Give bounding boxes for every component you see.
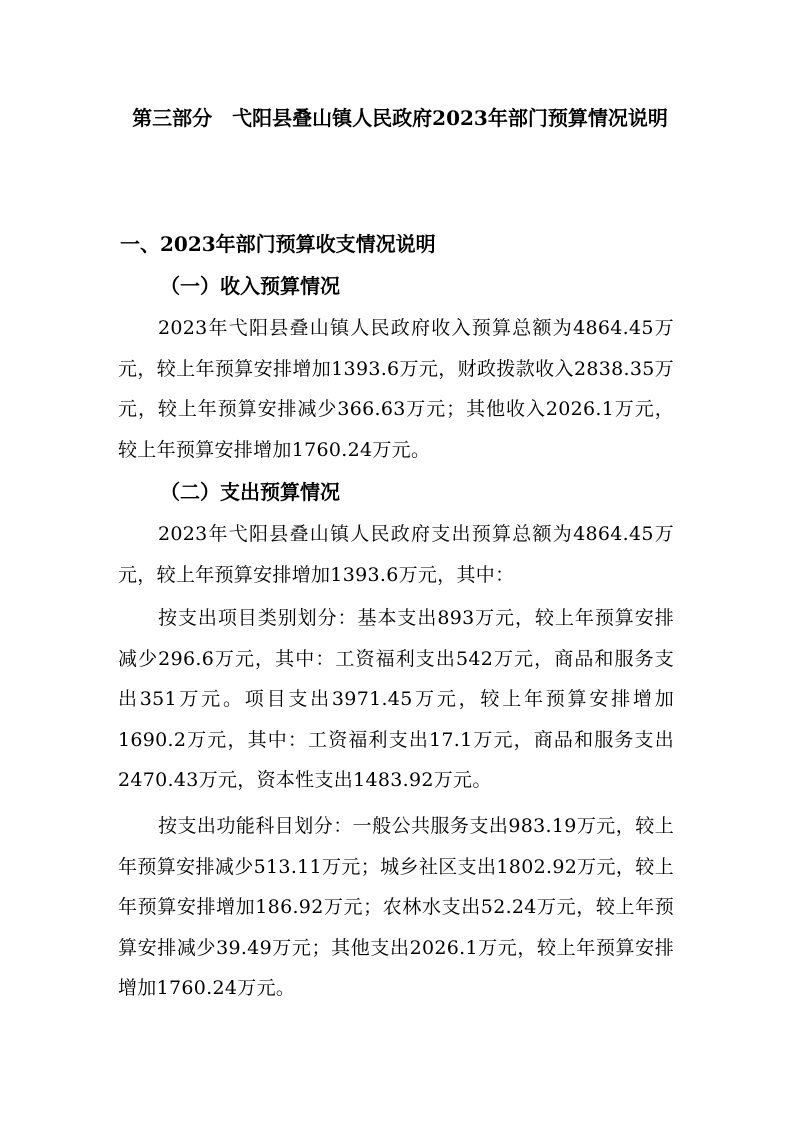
document-title: 第三部分 弋阳县叠山镇人民政府2023年部门预算情况说明 [132,106,668,130]
paragraph-income: 2023年弋阳县叠山镇人民政府收入预算总额为4864.45万元，较上年预算安排增加1393.6万元，财政拨款收入2838.35万元，较上年预算安排减少366.63万元；其他收入2026.1万元，较上年预算安排增加1760.24万元。 [118,317,674,461]
paragraph-expense-total: 2023年弋阳县叠山镇人民政府支出预算总额为4864.45万元，较上年预算安排增加1393.6万元，其中： [118,523,674,586]
subheading-expense: （二）支出预算情况 [160,480,340,504]
subheading-income: （一）收入预算情况 [160,274,340,298]
section-heading-budget-summary: 一、2023年部门预算收支情况说明 [120,232,436,256]
paragraph-expense-by-category: 按支出项目类别划分：基本支出893万元，较上年预算安排减少296.6万元，其中：工资福利支出542万元，商品和服务支出351万元。项目支出3971.45万元，较上年预算安排增加1690.2万元，其中：工资福利支出17.1万元，商品和服务支出2470.43万元，资本性支出1483.92万元。 [118,607,674,791]
paragraph-expense-by-function: 按支出功能科目划分：一般公共服务支出983.19万元，较上年预算安排减少513.11万元；城乡社区支出1802.92万元，较上年预算安排增加186.92万元；农林水支出52.24万元，较上年预算安排减少39.49万元；其他支出2026.1万元，较上年预算安排增加1760.24万元。 [118,815,674,999]
